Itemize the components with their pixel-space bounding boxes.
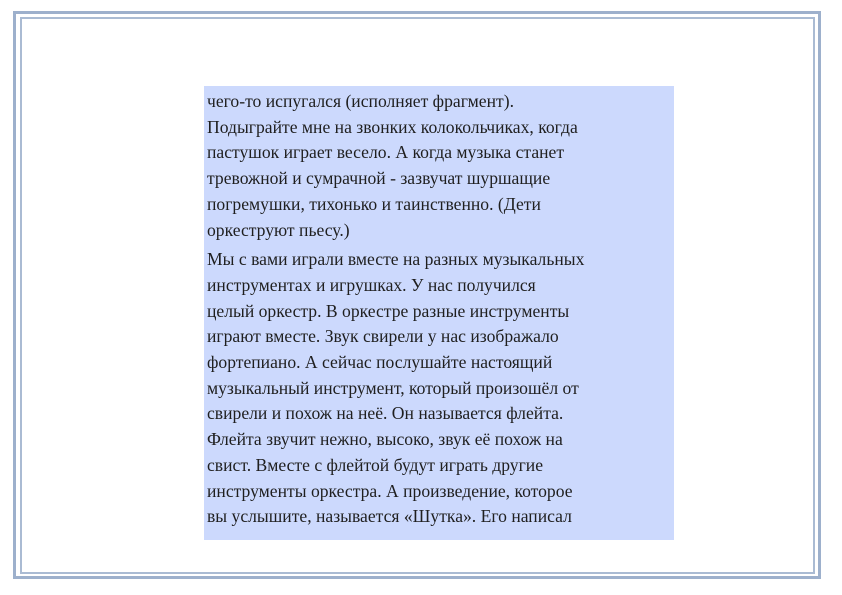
text-box (204, 86, 674, 540)
paragraph-1: чего-то испугался (исполняет фрагмент). Подыграйте мне на звонких колокольчиках, когда пастушок играет весело. А когда музыка станет тревожной и сумрачной - зазвучат шуршащие погремушки, тихонько и таинственно. (Дети оркеструют пьесу.) (207, 91, 578, 240)
paragraph-2: Мы с вами играли вместе на разных музыкальных инструментах и игрушках. У нас получился целый оркестр. В оркестре разные инструменты играют вместе. Звук свирели у нас изображало фортепиано. А сейчас послушайте настоящий музыкальный инструмент, который произошёл от свирели и похож на неё. Он называется флейта. Флейта звучит нежно, высоко, звук её похож на свист. Вместе с флейтой будут играть другие инструменты оркестра. А произведение, которое вы услышите, называется «Шутка». Его написал (207, 249, 585, 527)
